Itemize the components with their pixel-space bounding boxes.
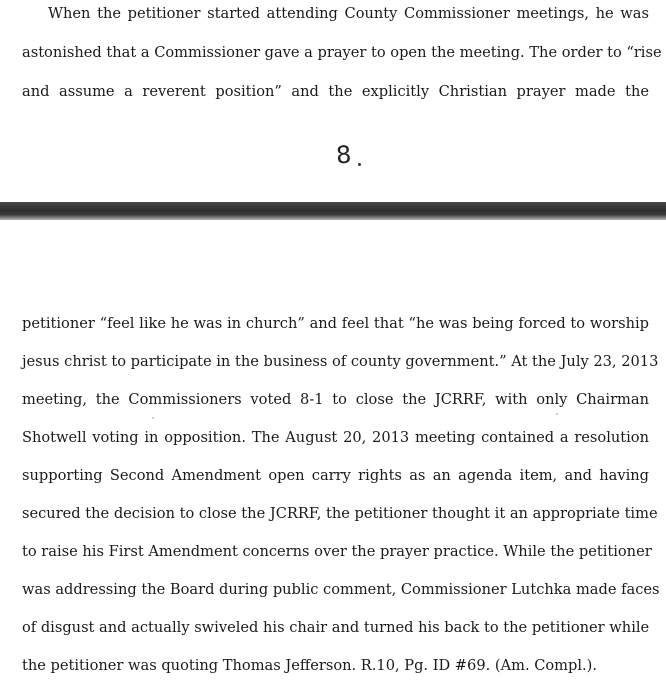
body-text-line: the petitioner was quoting Thomas Jefferson. R.10, Pg. ID #69. (Am. Compl.). [22,657,597,674]
body-text-line: astonished that a Commissioner gave a prayer to open the meeting. The order to “rise [22,44,662,61]
scan-speck [556,413,558,415]
body-text-line: petitioner “feel like he was in church” and feel that “he was being forced to worship [22,315,649,332]
body-text-line: meeting, the Commissioners voted 8-1 to close the JCRRF, with only Chairman [22,391,649,408]
body-text-line: of disgust and actually swiveled his chair and turned his back to the petitioner while [22,619,650,636]
body-text-line: When the petitioner started attending County Commissioner meetings, he was [48,5,649,22]
scan-speck [152,417,154,419]
body-text-line: supporting Second Amendment open carry rights as an agenda item, and having [22,467,649,484]
body-text-line: Shotwell voting in opposition. The August 20, 2013 meeting contained a resolution [22,429,649,446]
upper-page-fragment [0,0,666,202]
page-break-divider [0,202,666,220]
page-number-dot [358,163,361,166]
body-text-line: and assume a reverent position” and the explicitly Christian prayer made the [22,83,649,100]
body-text-line: was addressing the Board during public comment, Commissioner Lutchka made faces [22,581,660,598]
body-text-line: to raise his First Amendment concerns over the prayer practice. While the petitioner [22,543,652,560]
body-text-line: secured the decision to close the JCRRF, the petitioner thought it an appropriate time [22,505,658,522]
body-text-line: jesus christ to participate in the business of county government.” At the July 23, 2013 [22,353,659,370]
handwritten-page-number: 8 [335,140,353,170]
lower-page-fragment [0,220,666,699]
